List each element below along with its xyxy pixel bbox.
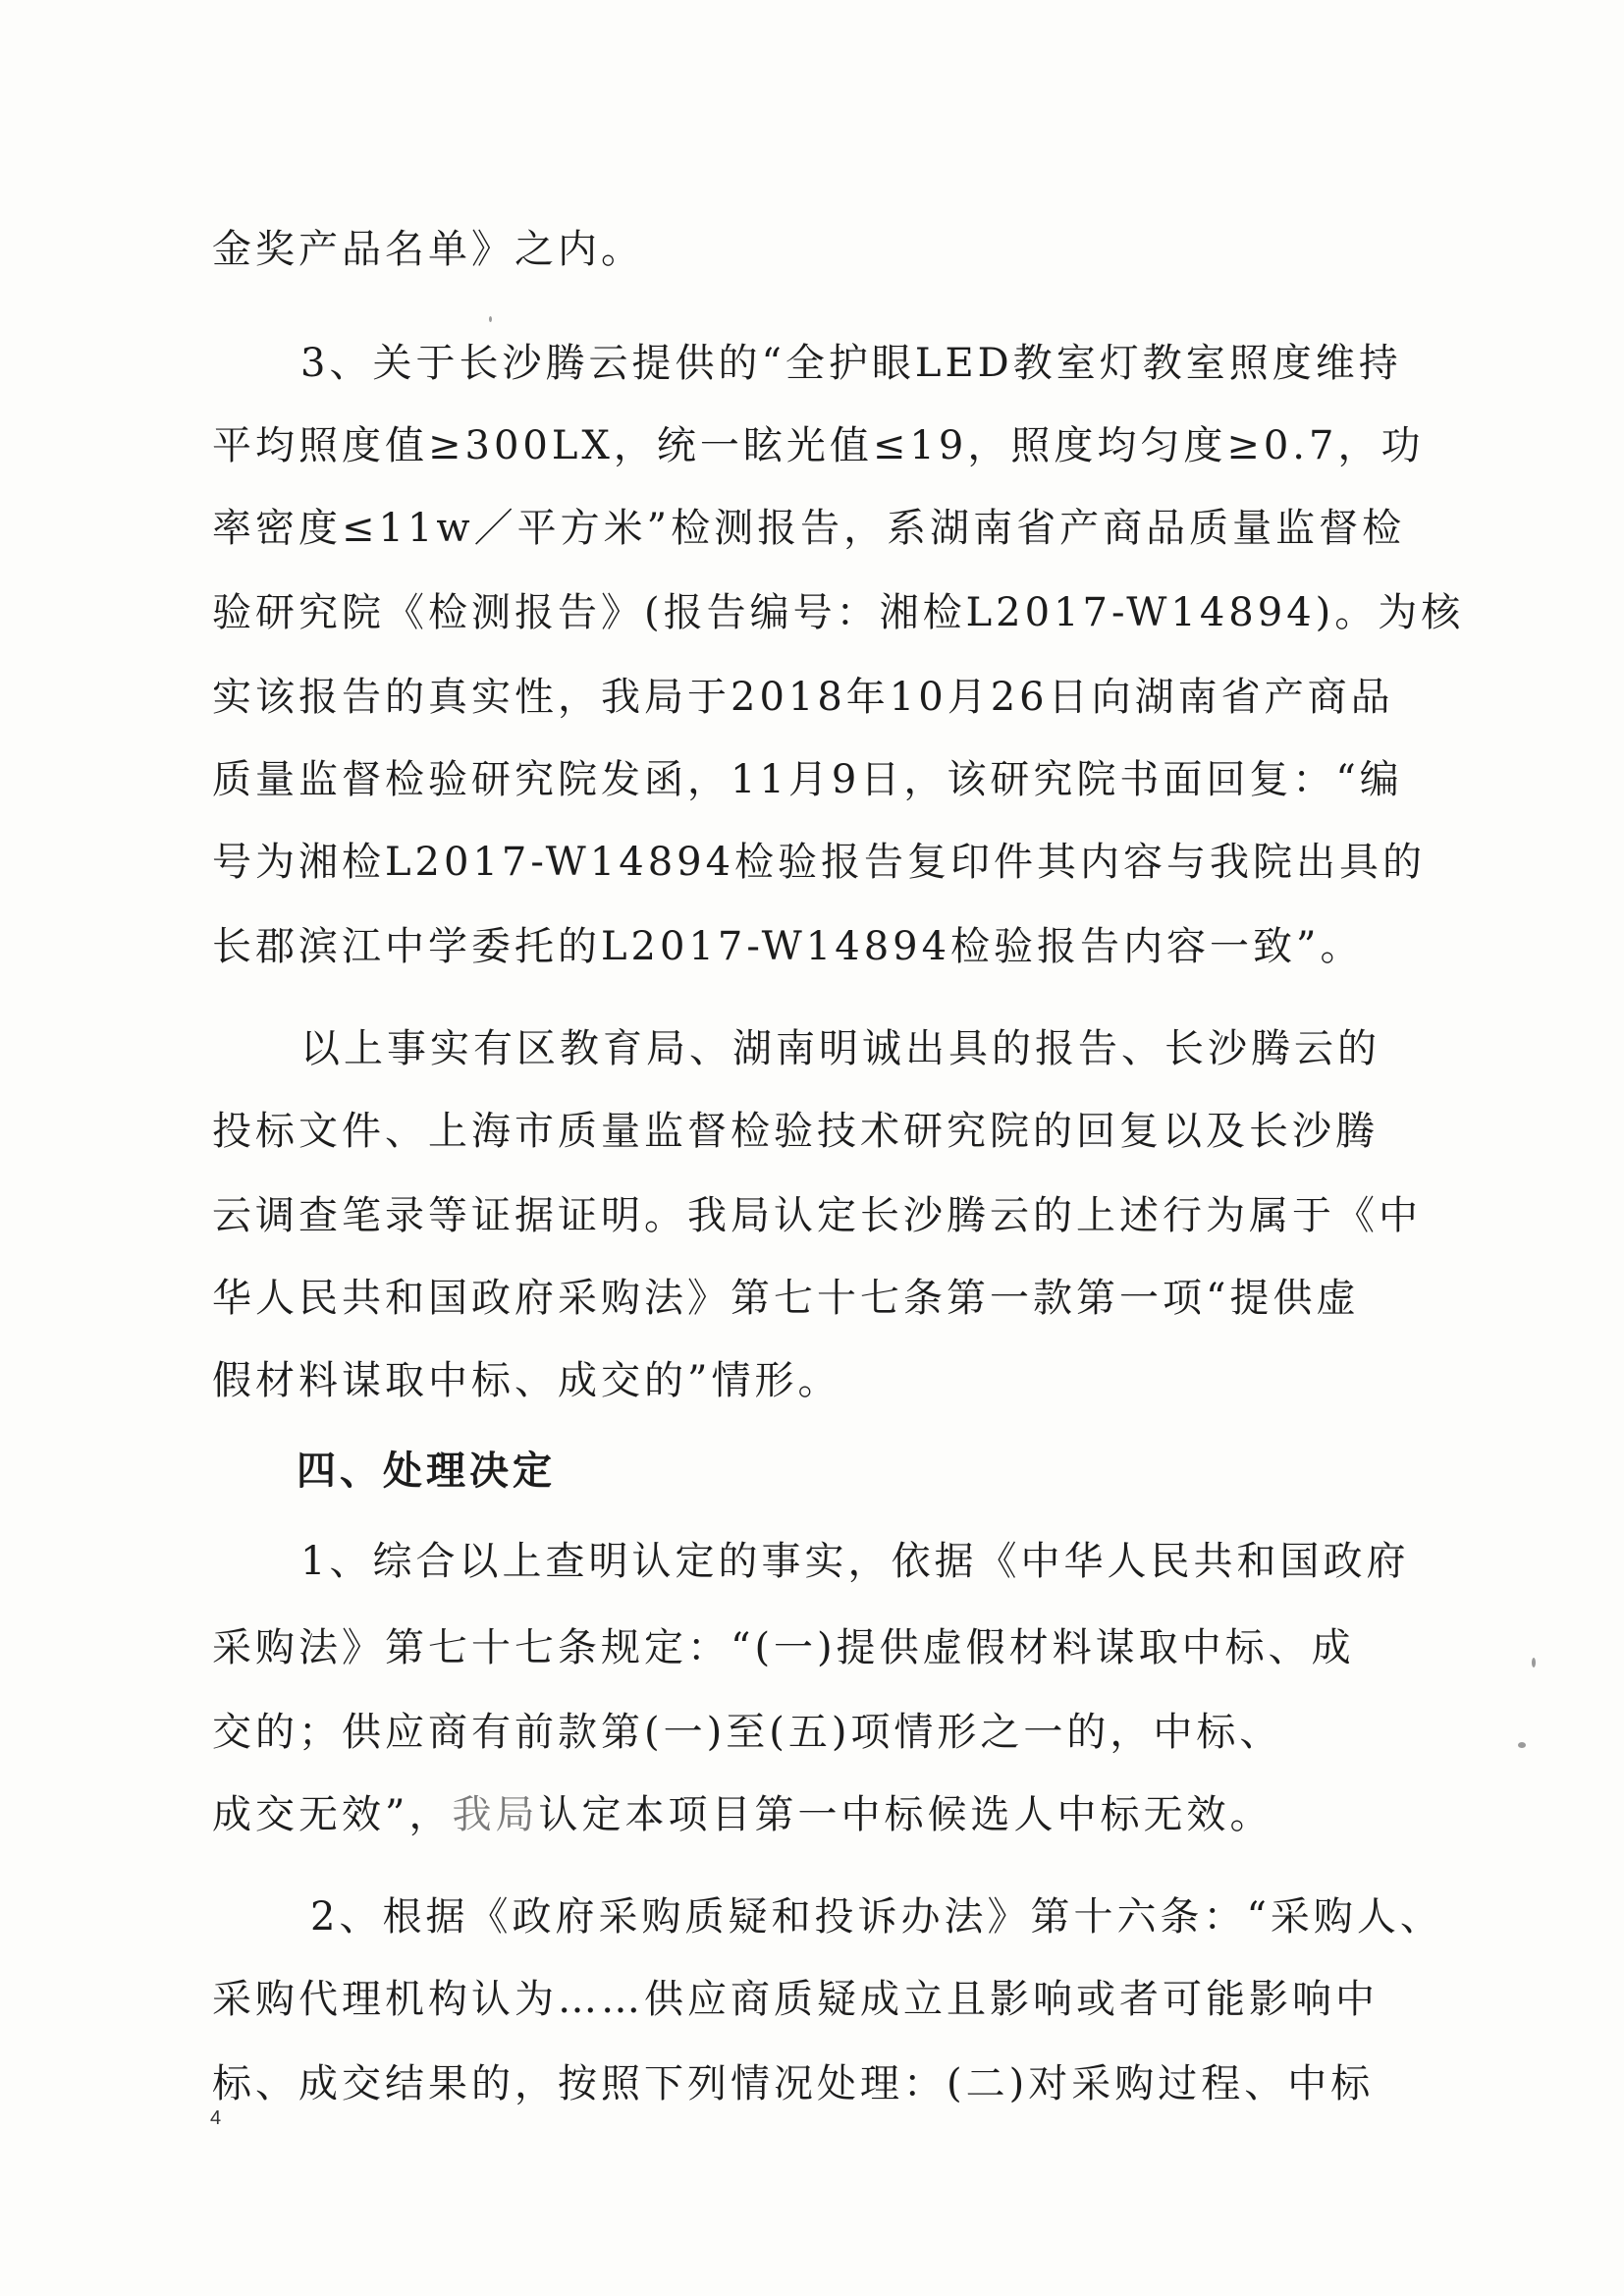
- text-line-2: 3、关于长沙腾云提供的“全护眼LED教室灯教室照度维持: [300, 341, 1402, 386]
- text-line-14: 假材料谋取中标、成交的”情形。: [212, 1358, 841, 1403]
- text-line-3: 平均照度值≥300LX，统一眩光值≤19，照度均匀度≥0.7，功: [212, 423, 1425, 468]
- text-line-4: 率密度≤11w／平方米”检测报告，系湖南省产商品质量监督检: [212, 506, 1406, 551]
- text-line-21: 采购代理机构认为……供应商质疑成立且影响或者可能影响中: [212, 1977, 1379, 2022]
- text-line-9: 长郡滨江中学委托的L2017-W14894检验报告内容一致”。: [212, 924, 1364, 969]
- text-line-8: 号为湘检L2017-W14894检验报告复印件其内容与我院出具的: [212, 840, 1427, 885]
- text-line-16: 1、综合以上查明认定的事实，依据《中华人民共和国政府: [300, 1539, 1410, 1584]
- text-line-17: 采购法》第七十七条规定：“(一)提供虚假材料谋取中标、成: [212, 1625, 1355, 1670]
- scan-speck: [489, 316, 492, 322]
- text-line-12: 云调查笔录等证据证明。我局认定长沙腾云的上述行为属于《中: [212, 1193, 1422, 1238]
- text-line-19-start: 成交无效”，: [212, 1792, 453, 1837]
- text-line-6: 实该报告的真实性，我局于2018年10月26日向湖南省产商品: [212, 675, 1394, 720]
- scan-speck: [1532, 1658, 1536, 1667]
- text-line-20: 2、根据《政府采购质疑和投诉办法》第十六条：“采购人、: [310, 1894, 1443, 1940]
- text-line-11: 投标文件、上海市质量监督检验技术研究院的回复以及长沙腾: [212, 1109, 1379, 1154]
- text-line-5: 验研究院《检测报告》(报告编号：湘检L2017-W14894)。为核: [212, 590, 1465, 635]
- text-line-19: [212, 1789, 1272, 1840]
- text-line-19-faded: 我局: [452, 1792, 539, 1837]
- text-line-1: 金奖产品名单》之内。: [212, 227, 644, 272]
- scan-speck: [1518, 1742, 1526, 1748]
- text-line-22: 标、成交结果的，按照下列情况处理：(二)对采购过程、中标: [212, 2061, 1375, 2106]
- text-line-7: 质量监督检验研究院发函，11月9日，该研究院书面回复：“编: [212, 757, 1403, 802]
- text-line-10: 以上事实有区教育局、湖南明诚出具的报告、长沙腾云的: [300, 1026, 1380, 1071]
- page-number: 4: [210, 2107, 222, 2129]
- text-line-19-end: 认定本项目第一中标候选人中标无效。: [538, 1792, 1273, 1837]
- text-line-18: 交的；供应商有前款第(一)至(五)项情形之一的，中标、: [212, 1710, 1283, 1755]
- section-heading: 四、处理决定: [297, 1449, 556, 1494]
- text-line-13: 华人民共和国政府采购法》第七十七条第一款第一项“提供虚: [212, 1276, 1360, 1321]
